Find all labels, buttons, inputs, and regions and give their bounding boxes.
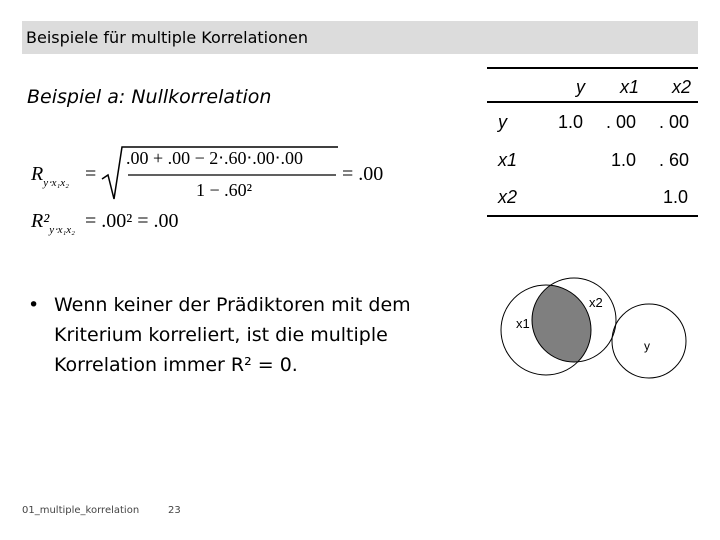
table-cell: . 60 xyxy=(659,150,690,170)
bullet-item xyxy=(28,290,468,380)
table-cell: . 00 xyxy=(659,112,690,132)
table-bottom-rule xyxy=(487,215,698,217)
venn-label-x2: x2 xyxy=(589,295,603,310)
col-header-x2: x2 xyxy=(672,77,692,97)
venn-label-y: y xyxy=(644,339,650,353)
col-header-x1: x1 xyxy=(620,77,640,97)
venn-label-x1: x1 xyxy=(516,316,530,331)
row-header-y: y xyxy=(498,112,507,132)
table-cell: 1.0 xyxy=(558,112,584,132)
venn-diagram xyxy=(500,268,700,388)
row-header-x1: x1 xyxy=(498,150,518,170)
formula-r-numerator: .00 + .00 − 2⋅.60⋅.00⋅.00 xyxy=(126,148,303,168)
slide-title: Beispiele für multiple Korrelationen xyxy=(26,28,309,47)
example-heading: Beispiel a: Nullkorrelation xyxy=(27,86,272,108)
table-cell: 1.0 xyxy=(663,187,689,207)
formula-r-equals: = xyxy=(85,163,97,185)
table-cell: . 00 xyxy=(606,112,637,132)
formula-r-denominator: 1 − .60² xyxy=(196,180,253,200)
col-header-y: y xyxy=(576,77,585,97)
table-cell: 1.0 xyxy=(611,150,637,170)
table-top-rule xyxy=(487,67,698,69)
formula-r2-lhs: $R^2_{y\cdot x_1x_2}$ xyxy=(31,210,76,236)
row-header-x2: x2 xyxy=(498,187,518,207)
formula-r-result: = .00 xyxy=(342,163,384,185)
formula-r-lhs: $R_{y\cdot x_1x_2}$ xyxy=(31,163,70,189)
footer-filename: 01_multiple_korrelation xyxy=(22,505,140,516)
title-bar xyxy=(22,21,698,54)
table-header-rule xyxy=(487,101,698,103)
page-number: 23 xyxy=(168,505,181,516)
bullet-text: Wenn keiner der Prädiktoren mit dem Kriterium korreliert, ist die multiple Korrelation immer R² = 0. xyxy=(54,294,411,376)
formula-r2-rhs: = .00² = .00 xyxy=(85,210,179,232)
bullet-dot: • xyxy=(28,294,40,316)
